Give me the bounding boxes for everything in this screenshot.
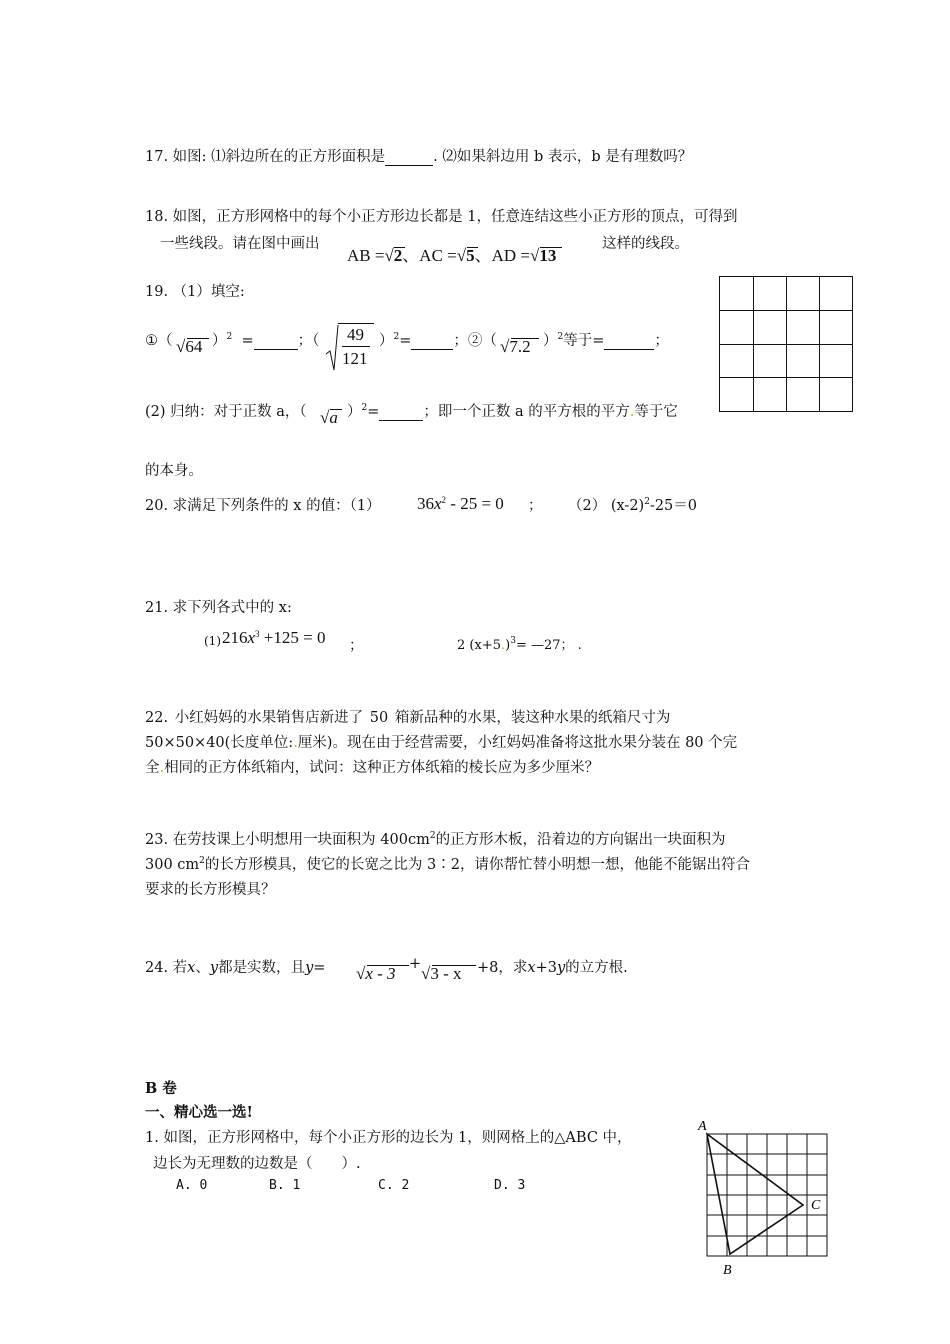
sqrt-49-over-121	[325, 322, 375, 370]
sqrt-x-minus-3: √ x - 3	[356, 964, 396, 984]
option-a[interactable]: A. 0	[176, 1178, 208, 1193]
q22-l3: 全.相同的正方体纸箱内，试问：这种正方体纸箱的棱长应为多少厘米？	[145, 760, 600, 776]
q17-blank	[385, 149, 433, 166]
q24-rest: +8，求x+3y的立方根.	[477, 960, 628, 976]
q21-head: 21. 求下列各式中的 x:	[145, 600, 292, 616]
vertex-c-label: C	[811, 1198, 821, 1213]
q19-row2-a: (2) 归纳：对于正数 a，（	[145, 404, 307, 420]
q21-eq2: 2 $(x+5.)^3=$ —27； .	[457, 636, 582, 653]
q18-line1: 18. 如图，正方形网格中的每个小正方形边长都是 1，任意连结这些小正方形的顶点，可得到	[145, 209, 738, 225]
option-b[interactable]: B. 1	[269, 1178, 301, 1193]
q18-line2	[160, 232, 320, 253]
sqrt-3-minus-x: √ 3 - x	[421, 964, 462, 984]
q18-math-ac: 、AC =	[402, 246, 457, 265]
q20-eq2: （2） $(x-2)^2-25=0$	[568, 497, 698, 514]
q24-a: 24. 若x、y都是实数，且y=	[145, 960, 326, 976]
q18-line2-end: 这样的线段。	[602, 236, 689, 252]
b-q1-line1: 1. 如图，正方形网格中，每个小正方形的边长为 1，则网格上的△ABC 中，	[145, 1130, 632, 1146]
sqrt-a: √ a	[320, 408, 338, 428]
q22-l2: 50×50×40(长度单位:.厘米)。现在由于经营需要，小红妈妈准备将这批水果分装在 80 个完	[145, 735, 738, 751]
fraction-denominator: 121	[342, 349, 368, 368]
sqrt-2: √ 2	[384, 246, 402, 266]
q23-l1: 23. 在劳技课上小明想用一块面积为 $400cm^2$的正方形木板，沿着边的方向锯出一块面积为	[145, 831, 726, 848]
vertex-a-label: A	[698, 1119, 707, 1134]
q17-text-b: . ⑵如果斜边用 b 表示，b 是有理数吗？	[433, 149, 693, 165]
q21-p1: (1)	[204, 634, 221, 648]
q19-head: 19. （1）填空:	[145, 284, 245, 300]
q19-row1-c1: ①（	[145, 333, 173, 349]
q18-line2-text: 一些线段。请在图中画出	[160, 236, 320, 252]
option-c[interactable]: C. 2	[378, 1178, 410, 1193]
option-d[interactable]: D. 3	[494, 1178, 526, 1193]
b-q1-line2: 边长为无理数的边数是（ ）.	[153, 1156, 361, 1172]
q17-line	[145, 145, 692, 166]
q19-row1-c2: ）$^2$ = ；（	[212, 332, 320, 349]
sqrt-13: √ 13	[530, 246, 556, 266]
sqrt-5: √ 5	[457, 246, 475, 266]
q19-row1-c3: ）$^2$= ；②（	[379, 332, 497, 349]
q19-row2-rest: ）$^2$= ；即一个正数 a 的平方根的平方.等于它	[347, 403, 678, 420]
q20-b: ；	[528, 498, 543, 514]
q18-math	[347, 241, 556, 266]
part-b-section: 一、精心选一选!	[145, 1104, 253, 1121]
square-grid-4x4	[719, 276, 853, 412]
q18-math-ad: 、AD =	[474, 246, 530, 265]
part-b-title: B 卷	[145, 1080, 177, 1097]
q21-eq1: $216x^3 +125 = 0$	[222, 628, 326, 647]
q18-math-ab: AB =	[347, 246, 385, 265]
q20-eq1: $36x^2 - 25 = 0$	[417, 494, 504, 513]
q19-row1-c4: ）$^2$等于= ；	[543, 332, 669, 349]
q23-l2: 300 $cm^2$的长方形模具，使它的长宽之比为 3∶2，请你帮忙替小明想一想，他能不能锯出符合	[145, 856, 750, 873]
q23-l3: 要求的长方形模具？	[145, 882, 276, 898]
q17-text-a: 17. 如图: ⑴斜边所在的正方形面积是	[145, 149, 386, 165]
q19-row3: 的本身。	[145, 463, 203, 479]
vertex-b-label: B	[723, 1263, 732, 1278]
sqrt-64: √ 64	[176, 337, 202, 357]
sqrt-7-2: √ 7.2	[500, 337, 531, 357]
q21-end1: ；	[349, 638, 364, 654]
q20-a: 20. 求满足下列条件的 x 的值：（1）	[145, 498, 381, 514]
triangle-grid-figure	[690, 1112, 840, 1282]
q22-l1: 22. 小红妈妈的水果销售店新进了 50 箱新品种的水果，装这种水果的纸箱尺寸为	[145, 710, 671, 726]
fraction-numerator: 49	[347, 325, 364, 344]
q24-plus: +	[409, 956, 422, 972]
